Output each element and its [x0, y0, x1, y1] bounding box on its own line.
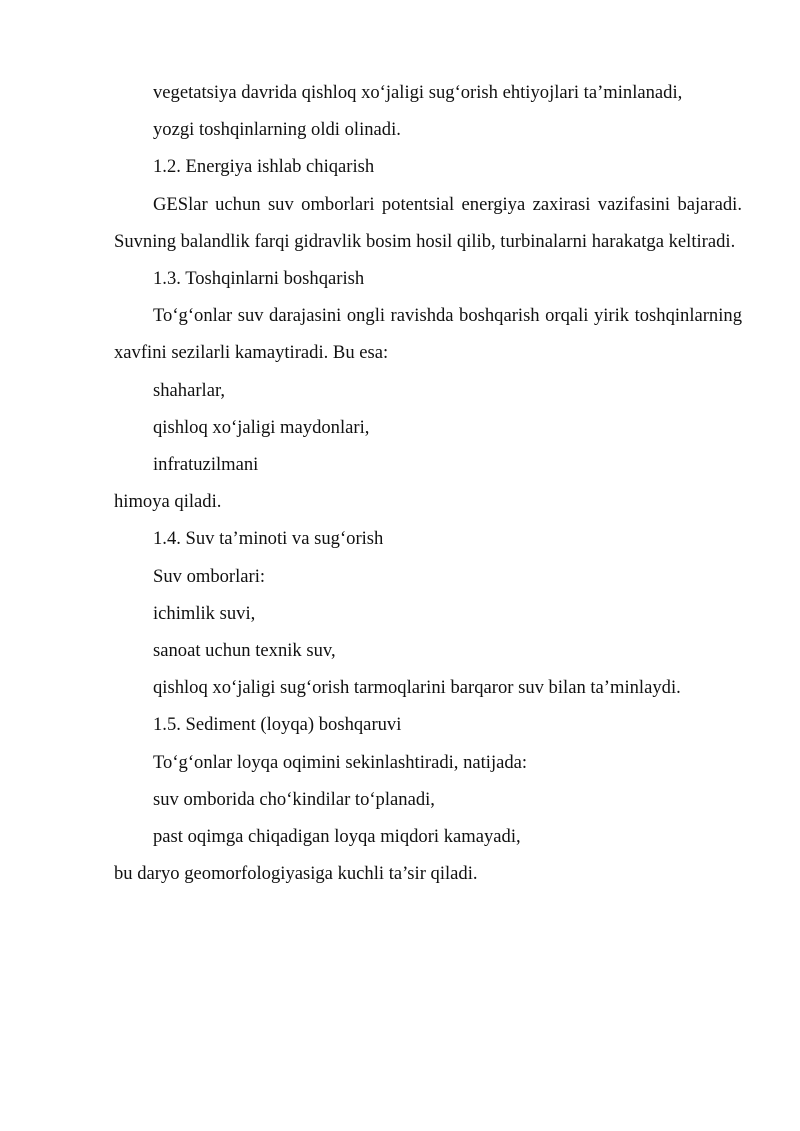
paragraph-reservoirs: Suv omborlari:	[153, 565, 266, 587]
paragraph-geomorphology: bu daryo geomorfologiyasiga kuchli ta’sir qiladi.	[114, 863, 478, 885]
section-heading-flood-control: 1.3. Toshqinlarni boshqarish	[153, 268, 365, 290]
section-heading-energy: 1.2. Energiya ishlab chiqarish	[153, 156, 375, 178]
paragraph-sediment-flow: To‘g‘onlar loyqa oqimini sekinlashtiradi, natijada:	[153, 751, 528, 773]
paragraph-hydro-energy: GESlar uchun suv omborlari potentsial energiya zaxirasi vazifasini bajaradi. Suvning balandlik farqi gidravlik bosim hosil qilib, turbinalarni harakatga keltiradi.	[114, 193, 742, 252]
section-heading-sediment: 1.5. Sediment (loyqa) boshqaruvi	[153, 714, 402, 736]
paragraph-protects: himoya qiladi.	[114, 491, 222, 513]
list-item-sediment-accumulation: suv omborida cho‘kindilar to‘planadi,	[153, 788, 435, 810]
list-item-drinking-water: ichimlik suvi,	[153, 602, 256, 624]
list-item-cities: shaharlar,	[153, 379, 226, 401]
list-item-downstream-sediment: past oqimga chiqadigan loyqa miqdori kamayadi,	[153, 826, 521, 848]
paragraph-flood-risk: To‘g‘onlar suv darajasini ongli ravishda boshqarish orqali yirik toshqinlarning xavfini sezilarli kamaytiradi. Bu esa:	[114, 305, 742, 364]
paragraph-irrigation-needs: vegetatsiya davrida qishloq xo‘jaligi sug‘orish ehtiyojlari ta’minlanadi,	[153, 82, 683, 103]
paragraph-summer-floods: yozgi toshqinlarning oldi olinadi.	[153, 119, 401, 141]
list-item-irrigation-networks: qishloq xo‘jaligi sug‘orish tarmoqlarini barqaror suv bilan ta’minlaydi.	[153, 677, 681, 699]
section-heading-water-supply: 1.4. Suv ta’minoti va sug‘orish	[153, 528, 384, 550]
document-page	[114, 74, 742, 892]
list-item-infrastructure: infratuzilmani	[153, 454, 259, 476]
list-item-industrial-water: sanoat uchun texnik suv,	[153, 640, 336, 662]
list-item-farmland: qishloq xo‘jaligi maydonlari,	[153, 416, 370, 438]
